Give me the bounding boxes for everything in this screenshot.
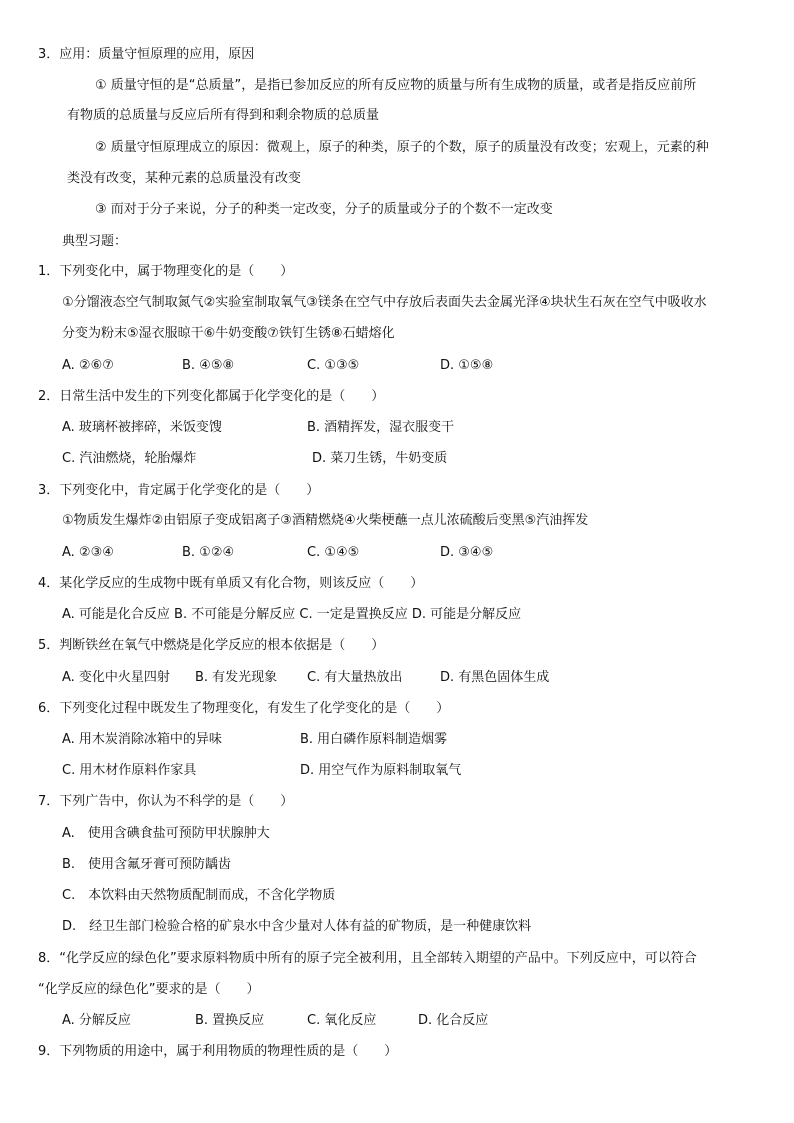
question-8-option-d: D. 化合反应 (418, 1013, 489, 1028)
question-4-stem: 4．某化学反应的生成物中既有单质又有化合物，则该反应（ ） (38, 576, 424, 591)
section3-point1-line2: 有物质的总质量与反应后所有得到和剩余物质的总质量 (67, 108, 380, 123)
question-1-option-a: A. ②⑥⑦ (62, 358, 114, 373)
question-6-option-a: A. 用木炭消除冰箱中的异味 (62, 732, 222, 747)
question-1-option-c: C. ①③⑤ (307, 358, 360, 373)
question-3-option-c: C. ①④⑤ (307, 545, 360, 560)
question-1-option-b: B. ④⑤⑧ (182, 358, 235, 373)
question-2-option-d: D. 菜刀生锈，牛奶变质 (312, 451, 448, 466)
section3-heading: 3．应用：质量守恒原理的应用，原因 (38, 47, 255, 62)
question-4-options: A. 可能是化合反应 B. 不可能是分解反应 C. 一定是置换反应 D. 可能是分解反应 (62, 607, 522, 622)
question-3-option-d: D. ③④⑤ (440, 545, 494, 560)
question-3-stem: 3．下列变化中，肯定属于化学变化的是（ ） (38, 483, 320, 498)
question-8-stem-line2: “化学反应的绿色化”要求的是（ ） (38, 982, 260, 997)
question-1-detail-line1: ①分馏液态空气制取氮气②实验室制取氧气③镁条在空气中存放后表面失去金属光泽④块状生石灰在空气中吸收水 (62, 295, 707, 310)
question-2-option-a: A. 玻璃杯被摔碎，米饭变馊 (62, 420, 222, 435)
question-5-option-c: C. 有大量热放出 (307, 670, 403, 685)
question-3-option-a: A. ②③④ (62, 545, 114, 560)
question-5-option-d: D. 有黑色固体生成 (440, 670, 550, 685)
question-5-option-a: A. 变化中火星四射 (62, 670, 170, 685)
question-7-stem: 7．下列广告中，你认为不科学的是（ ） (38, 794, 294, 809)
question-2-option-c: C. 汽油燃烧，轮胎爆炸 (62, 451, 197, 466)
question-5-stem: 5．判断铁丝在氧气中燃烧是化学反应的根本依据是（ ） (38, 638, 385, 653)
question-7-option-d: D. 经卫生部门检验合格的矿泉水中含少量对人体有益的矿物质，是一种健康饮料 (62, 919, 532, 934)
question-8-option-c: C. 氧化反应 (307, 1013, 377, 1028)
section3-point1-line1: ① 质量守恒的是“总质量”，是指已参加反应的所有反应物的质量与所有生成物的质量，或者是指反应前所 (95, 78, 697, 93)
section3-point3: ③ 而对于分子来说，分子的种类一定改变，分子的质量或分子的个数不一定改变 (95, 202, 553, 217)
question-9-stem: 9．下列物质的用途中，属于利用物质的物理性质的是（ ） (38, 1044, 398, 1059)
question-6-option-c: C. 用木材作原料作家具 (62, 763, 197, 778)
question-2-option-b: B. 酒精挥发，湿衣服变干 (307, 420, 455, 435)
question-7-option-b: B. 使用含氟牙膏可预防龋齿 (62, 857, 232, 872)
question-8-option-a: A. 分解反应 (62, 1013, 131, 1028)
question-7-option-c: C. 本饮料由天然物质配制而成，不含化学物质 (62, 888, 336, 903)
question-1-stem: 1．下列变化中，属于物理变化的是（ ） (38, 264, 294, 279)
question-8-option-b: B. 置换反应 (195, 1013, 265, 1028)
question-3-option-b: B. ①②④ (182, 545, 235, 560)
exercises-title: 典型习题： (62, 234, 128, 249)
section3-point2-line1: ② 质量守恒原理成立的原因：微观上，原子的种类，原子的个数，原子的质量没有改变；宏观上，元素的种 (95, 140, 709, 155)
question-3-detail: ①物质发生爆炸②由铝原子变成铝离子③酒精燃烧④火柴梗蘸一点儿浓硫酸后变黑⑤汽油挥发 (62, 513, 589, 528)
section3-point2-line2: 类没有改变，某种元素的总质量没有改变 (67, 171, 302, 186)
question-6-option-d: D. 用空气作为原料制取氧气 (300, 763, 462, 778)
question-8-stem-line1: 8．“化学反应的绿色化”要求原料物质中所有的原子完全被利用，且全部转入期望的产品中。下列反应中，可以符合 (38, 951, 697, 966)
question-7-option-a: A. 使用含碘食盐可预防甲状腺肿大 (62, 826, 270, 841)
question-1-detail-line2: 分变为粉末⑤湿衣服晾干⑥牛奶变酸⑦铁钉生锈⑧石蜡熔化 (62, 326, 395, 341)
question-1-option-d: D. ①⑤⑧ (440, 358, 494, 373)
question-5-option-b: B. 有发光现象 (195, 670, 278, 685)
question-2-stem: 2．日常生活中发生的下列变化都属于化学变化的是（ ） (38, 389, 385, 404)
question-6-option-b: B. 用白磷作原料制造烟雾 (300, 732, 448, 747)
question-6-stem: 6．下列变化过程中既发生了物理变化，有发生了化学变化的是（ ） (38, 701, 450, 716)
